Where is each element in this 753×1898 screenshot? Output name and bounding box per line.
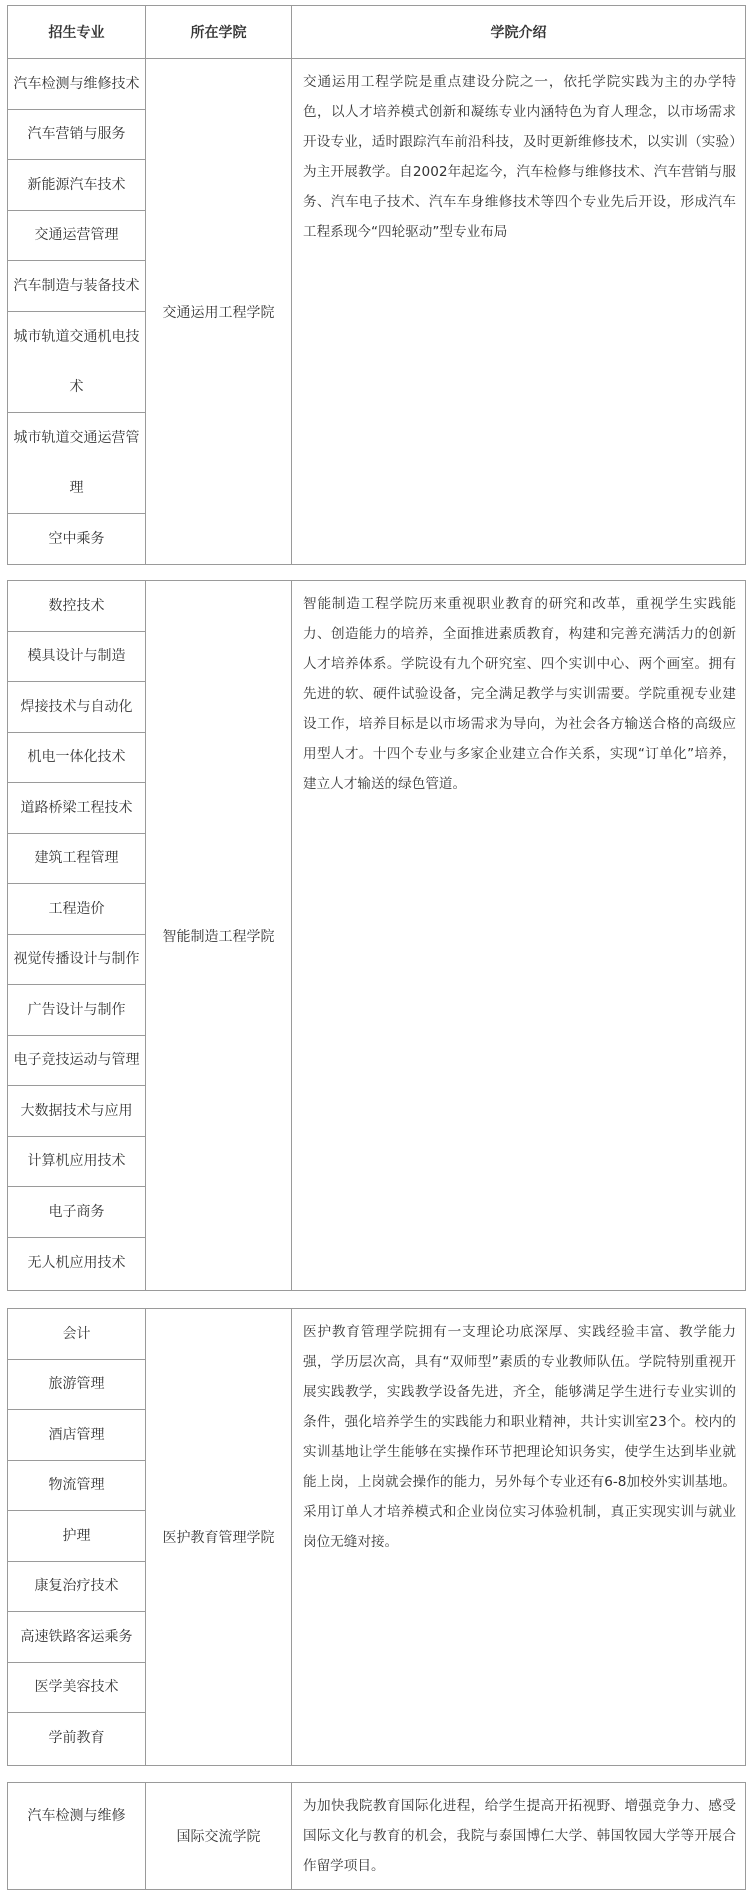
major-item: 城市轨道交通运营管理 xyxy=(8,413,145,514)
section-transport xyxy=(7,58,746,565)
section-international xyxy=(7,1782,746,1890)
major-item: 汽车制造与装备技术 xyxy=(8,261,145,312)
major-item: 医学美容技术 xyxy=(8,1663,145,1714)
major-item: 新能源汽车技术 xyxy=(8,160,145,211)
major-item: 计算机应用技术 xyxy=(8,1137,145,1188)
major-item: 无人机应用技术 xyxy=(27,1254,126,1271)
major-list xyxy=(8,581,146,1290)
college-intro: 为加快我院教育国际化进程，给学生提高开拓视野、增强竞争力、感受国际文化与教育的机会，我院与泰国博仁大学、韩国牧园大学等开展合作留学项目。 xyxy=(303,1798,736,1874)
college-name: 医护教育管理学院 xyxy=(146,1309,292,1765)
major-item: 焊接技术与自动化 xyxy=(8,682,145,733)
major-list xyxy=(8,1309,146,1765)
major-item: 建筑工程管理 xyxy=(8,834,145,885)
major-item: 物流管理 xyxy=(8,1461,145,1512)
major-list xyxy=(8,59,146,564)
major-item: 机电一体化技术 xyxy=(8,733,145,784)
major-item: 工程造价 xyxy=(8,884,145,935)
major-item: 模具设计与制造 xyxy=(8,632,145,683)
header-major: 招生专业 xyxy=(8,6,146,58)
college-name: 交通运用工程学院 xyxy=(146,59,292,564)
major-item: 道路桥梁工程技术 xyxy=(8,783,145,834)
college-name: 国际交流学院 xyxy=(146,1783,292,1889)
major-item: 数控技术 xyxy=(8,581,145,632)
major-item: 交通运营管理 xyxy=(8,211,145,262)
major-item: 空中乘务 xyxy=(48,530,105,547)
major-item: 城市轨道交通机电技术 xyxy=(8,312,145,413)
major-item: 汽车营销与服务 xyxy=(8,110,145,161)
table-header xyxy=(7,5,746,58)
major-item: 学前教育 xyxy=(48,1730,105,1747)
major-item: 电子竞技运动与管理 xyxy=(8,1036,145,1087)
section-manufacturing xyxy=(7,580,746,1291)
major-item: 会计 xyxy=(8,1309,145,1360)
major-item: 酒店管理 xyxy=(8,1410,145,1461)
major-item: 汽车检测与维修 xyxy=(8,1783,146,1889)
major-item: 视觉传播设计与制作 xyxy=(8,935,145,986)
major-item: 康复治疗技术 xyxy=(8,1562,145,1613)
major-item: 大数据技术与应用 xyxy=(8,1086,145,1137)
college-intro: 医护教育管理学院拥有一支理论功底深厚、实践经验丰富、教学能力强，学历层次高，具有“双师型”素质的专业教师队伍。学院特别重视开展实践教学，实践教学设备先进，齐全，能够满足学生进行专业实训的条件，强化培养学生的实践能力和职业精神，共计实训室23个。校内的实训基地让学生能够在实操作环节把理论知识务实，使学生达到毕业就能上岗，上岗就会操作的能力，另外每个专业还有6-8加校外实训基地。采用订单人才培养模式和企业岗位实习体验机制，真正实现实训与就业岗位无缝对接。 xyxy=(303,1324,736,1550)
major-item: 护理 xyxy=(8,1511,145,1562)
major-item: 旅游管理 xyxy=(8,1360,145,1411)
section-medical xyxy=(7,1308,746,1766)
major-item: 高速铁路客运乘务 xyxy=(8,1612,145,1663)
header-intro: 学院介绍 xyxy=(490,25,547,41)
header-college: 所在学院 xyxy=(146,6,292,58)
major-item: 汽车检测与维修技术 xyxy=(8,59,145,110)
major-item: 电子商务 xyxy=(8,1187,145,1238)
college-name: 智能制造工程学院 xyxy=(146,581,292,1290)
college-intro: 交通运用工程学院是重点建设分院之一，依托学院实践为主的办学特色，以人才培养模式创新和凝练专业内涵特色为育人理念，以市场需求开设专业，适时跟踪汽车前沿科技，及时更新维修技术，以实训（实验）为主开展教学。自2002年起迄今，汽车检修与维修技术、汽车营销与服务、汽车电子技术、汽车车身维修技术等四个专业先后开设，形成汽车工程系现今“四轮驱动”型专业布局 xyxy=(303,74,736,240)
major-item: 广告设计与制作 xyxy=(8,985,145,1036)
college-intro: 智能制造工程学院历来重视职业教育的研究和改革，重视学生实践能力、创造能力的培养，全面推进素质教育，构建和完善充满活力的创新人才培养体系。学院设有九个研究室、四个实训中心、两个画室。拥有先进的软、硬件试验设备，完全满足教学与实训需要。学院重视专业建设工作，培养目标是以市场需求为导向，为社会各方输送合格的高级应用型人才。十四个专业与多家企业建立合作关系，实现“订单化”培养，建立人才输送的绿色管道。 xyxy=(303,596,736,792)
